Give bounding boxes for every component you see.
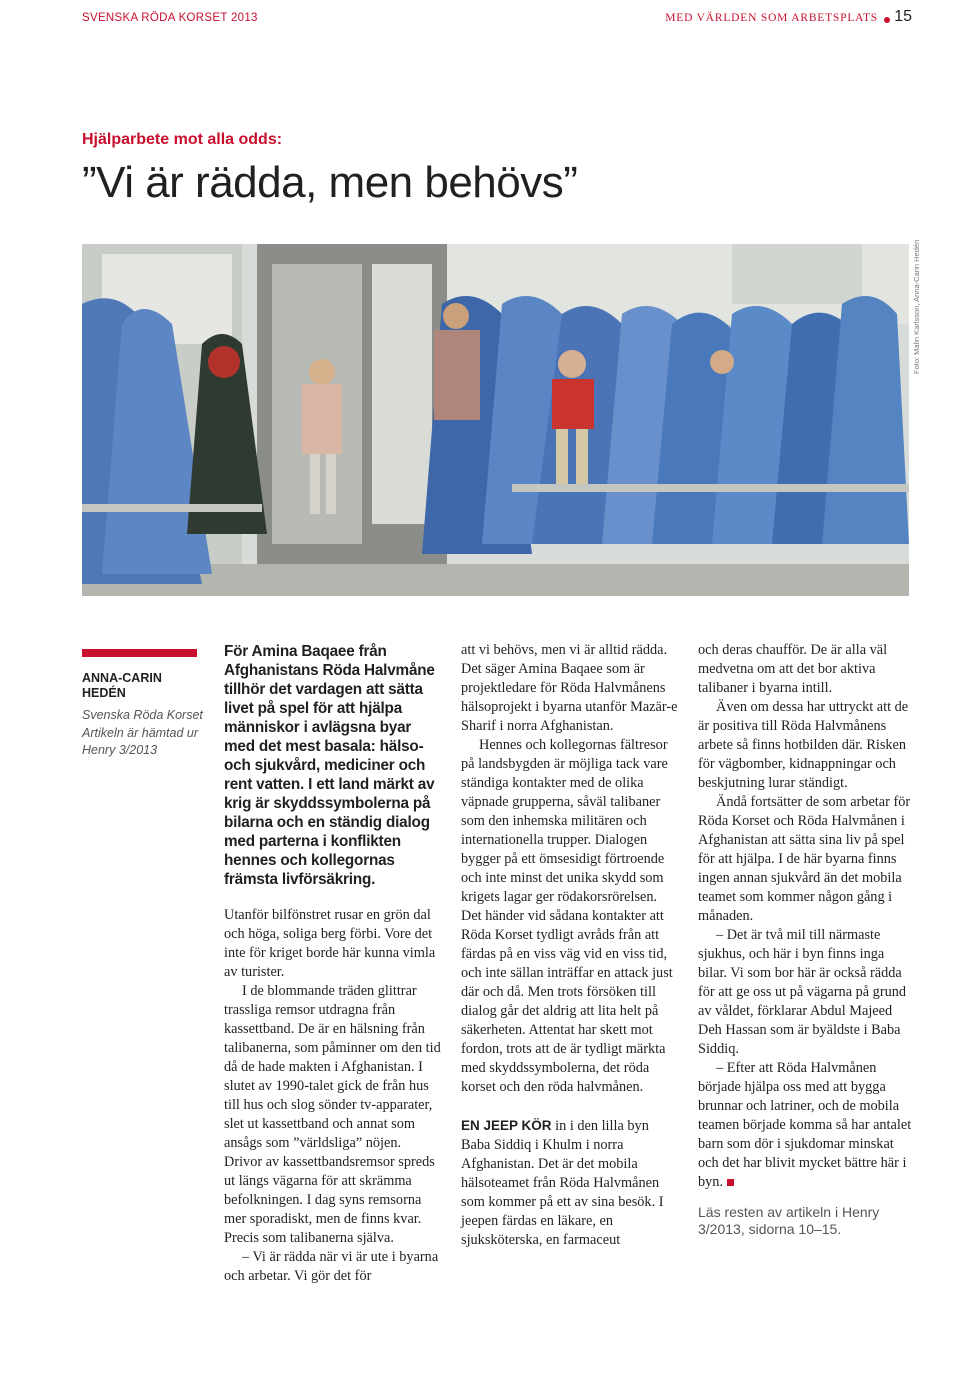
byline-source-note: Artikeln är hämtad ur Henry 3/2013 — [82, 725, 199, 757]
body-paragraph-last — [698, 1059, 916, 1192]
headline: ”Vi är rädda, men behövs” — [82, 158, 578, 207]
end-mark — [727, 1179, 734, 1186]
body-text: in i den lilla byn Baba Siddiq i Khulm i norra Afghanistan. Det är det mobila hälsoteamet från Röda Halvmånen som kommer på ett av sina besök. I jeepen färdas en läkare, en sjuksköterska, en farmaceut — [461, 1118, 664, 1248]
body-paragraph: – Det är två mil till närmaste sjukhus, och här i byn finns inga bilar. Vi som bor här är också rädda för att ge oss ut på vägarna på grund av våldet, förklarar Abdul Majeed Deh Hassan som är byäldste i Baba Siddiq. — [698, 927, 907, 1057]
body-paragraph: – Vi är rädda när vi är ute i byarna och arbetar. Vi gör det för — [224, 1249, 439, 1284]
section-title: MED VÄRLDEN SOM ARBETSPLATS — [665, 12, 878, 24]
byline-bar — [82, 649, 197, 657]
body-column-2 — [461, 641, 679, 1250]
header-dot — [884, 17, 890, 23]
body-paragraph: Ändå fortsätter de som arbetar för Röda Korset och Röda Halvmånen i Afghanistan att sätta sina liv på spel för att hjälpa. I de här byarna finns ingen annan sjukvård än det mobila teamet som kommer någon gång i månaden. — [698, 794, 911, 924]
byline-org: Svenska Röda Korset — [82, 708, 203, 722]
page-number: 15 — [894, 8, 912, 25]
body-paragraph: att vi behövs, men vi är alltid rädda. Det säger Amina Baqaee som är projektledare för Röda Halvmånens hälsoprojekt i byarna utanför Mazär-e Sharif i norra Afghanistan. — [461, 642, 678, 734]
body-paragraph: Utanför bilfönstret rusar en grön dal och höga, soliga berg förbi. Vore det inte för kriget borde här kunna vimla av turister. — [224, 907, 436, 980]
photo-credit: Foto: Malin Karlsson, Anna-Carin Hedén — [912, 239, 921, 374]
body-column-3 — [698, 641, 916, 1238]
publication-name: SVENSKA RÖDA KORSET 2013 — [82, 12, 258, 24]
read-more-note: Läs resten av artikeln i Henry 3/2013, sidorna 10–15. — [698, 1204, 880, 1237]
lead-paragraph: För Amina Baqaee från Afghanistans Röda Halvmåne tillhör det vardagen att sätta livet på spel för att hjälpa människor i avlägsna byar med det mest basala: hälso- och sjukvård, mediciner och rent vatten. I ett land märkt av krig är skyddssymbolerna på bilarna och en ständig dialog med parterna i konflikten hennes och kollegornas främsta livförsäkring. — [224, 643, 435, 888]
kicker: Hjälparbete mot alla odds: — [82, 131, 283, 148]
body-paragraph: I de blommande träden glittrar trassliga remsor utdragna från kassettband. De är en hälsning från talibanerna, som påminner om den tid då de hade makten i Afghanistan. I slutet av 1990-talet gick de från hus till hus och slog sönder tv-apparater, slet ut kassettband och annat som ansågs som ”världsliga” nöjen. Drivor av kassettbandsremsor spreds ut längs vägarna för att skrämma befolkningen. I dag syns remsorna mer sporadiskt, men de finns kvar. Precis som talibanerna själva. — [224, 983, 441, 1246]
body-paragraph-subhead — [461, 1116, 679, 1250]
photo-illustration — [82, 244, 909, 596]
author-name: ANNA-CARIN HEDÉN — [82, 671, 162, 700]
byline-source — [82, 707, 207, 760]
body-column-1 — [224, 906, 442, 1286]
body-text: – Efter att Röda Halvmånen började hjälpa oss med att bygga brunnar och latriner, och de mobila teamen började komma så har antalet barn som dör i sjukdomar minskat och det har blivit mycket bättre här i byn. — [698, 1060, 912, 1190]
subhead: EN JEEP KÖR — [461, 1118, 552, 1133]
body-paragraph: Även om dessa har uttryckt att de är positiva till Röda Halvmånens arbete så finns hotbilden där. Risken för vägbomber, kidnappningar och beskjutning lurar ständigt. — [698, 699, 909, 791]
article-photo — [82, 244, 909, 596]
body-paragraph: och deras chaufför. De är alla väl medvetna om att det bor aktiva talibaner i byarna intill. — [698, 642, 888, 696]
body-paragraph: Hennes och kollegornas fältresor på landsbygden är möjliga tack vare ständiga kontakter med de olika väpnade grupperna, såväl talibaner som den inhemska militären och internationella trupper. Dialogen bygger på ett ömsesidigt förtroende och inte minst det unika skydd som krigets lagar ger rödakorsrörelsen. Det händer vid sådana kontakter att Röda Korset tydligt avråds från att färdas på en viss väg vid en viss tid, och inte sällan inträffar en attack just där och då. Men trots försöken till dialog går det aldrig att lita helt på säkerheten. Attentat har skett mot fordon, trots att de är tydligt märkta med skyddssymbolerna, det röda korset och den röda halvmånen. — [461, 737, 673, 1095]
